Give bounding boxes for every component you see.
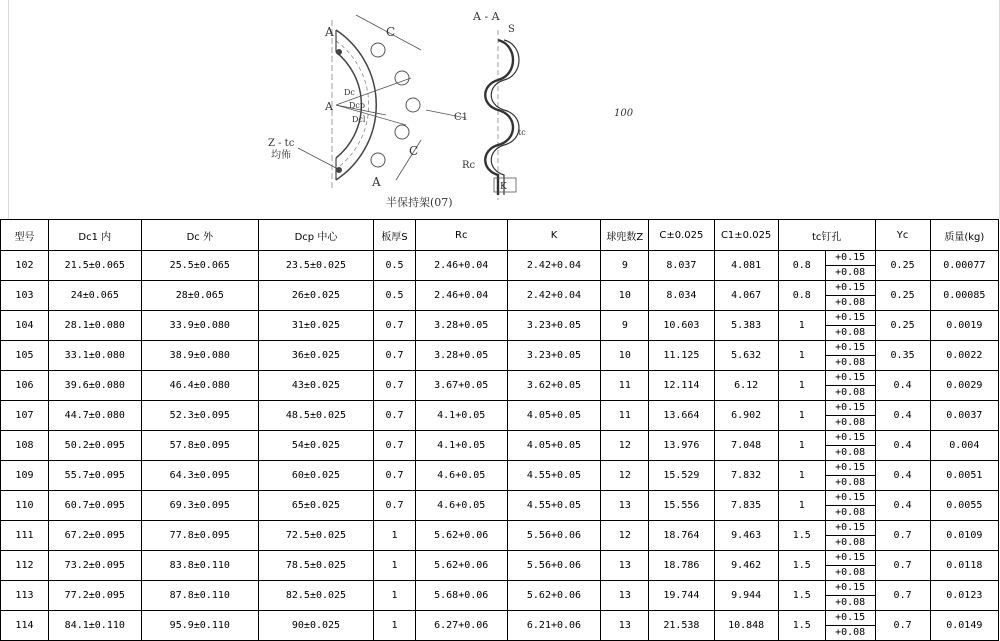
cell-k: 5.56+0.06 <box>507 551 601 581</box>
cell-c: 19.744 <box>649 581 714 611</box>
cell-rc: 5.62+0.06 <box>415 521 507 551</box>
table-row <box>1 401 999 431</box>
cell-c: 12.114 <box>649 371 714 401</box>
cell-rc: 4.1+0.05 <box>415 401 507 431</box>
cell-rc: 3.28+0.05 <box>415 341 507 371</box>
cell-dc: 87.8±0.110 <box>141 581 258 611</box>
cell-mass: 0.0123 <box>930 581 998 611</box>
cell-model: 104 <box>1 311 49 341</box>
cell-c1: 4.081 <box>714 251 778 281</box>
cell-z: 10 <box>601 281 649 311</box>
cell-yc: 0.25 <box>875 251 930 281</box>
cell-c1: 7.048 <box>714 431 778 461</box>
cell-c1: 9.463 <box>714 521 778 551</box>
table-row <box>1 491 999 521</box>
svg-text:Dcl: Dcl <box>352 115 366 124</box>
tc-tolerance-lower: +0.08 <box>835 567 866 578</box>
cell-dc1: 77.2±0.095 <box>48 581 141 611</box>
cell-k: 4.55+0.05 <box>507 461 601 491</box>
tc-tolerance-upper: +0.15 <box>826 521 875 536</box>
tc-value: 1 <box>798 320 805 331</box>
cell-yc: 0.7 <box>875 611 930 641</box>
cell-s: 0.5 <box>374 281 416 311</box>
cell-yc: 0.4 <box>875 491 930 521</box>
cell-c1: 4.067 <box>714 281 778 311</box>
engineering-drawing <box>236 0 656 219</box>
cell-dcp: 82.5±0.025 <box>258 581 373 611</box>
cell-tc <box>778 371 875 401</box>
cell-tc <box>778 491 875 521</box>
svg-text:100: 100 <box>614 108 634 119</box>
tc-value: 1 <box>798 440 805 451</box>
ball-pocket <box>406 98 420 112</box>
cell-k: 6.21+0.06 <box>507 611 601 641</box>
cell-tc <box>778 431 875 461</box>
cell-rc: 3.28+0.05 <box>415 311 507 341</box>
cell-mass: 0.0019 <box>930 311 998 341</box>
cell-c1: 6.12 <box>714 371 778 401</box>
cell-dcp: 36±0.025 <box>258 341 373 371</box>
cell-yc: 0.25 <box>875 311 930 341</box>
cell-dc1: 67.2±0.095 <box>48 521 141 551</box>
col-header-dc: Dc 外 <box>141 220 258 251</box>
svg-text:Dc: Dc <box>344 88 355 97</box>
cell-z: 12 <box>601 461 649 491</box>
cell-s: 1 <box>374 521 416 551</box>
tc-tolerance-upper: +0.15 <box>826 431 875 446</box>
cell-c: 13.976 <box>649 431 714 461</box>
tc-tolerance-upper: +0.15 <box>826 311 875 326</box>
cell-model: 108 <box>1 431 49 461</box>
tc-tolerance-upper: +0.15 <box>826 491 875 506</box>
cell-s: 1 <box>374 581 416 611</box>
cell-k: 5.56+0.06 <box>507 521 601 551</box>
svg-text:半保持架(07): 半保持架(07) <box>386 196 453 209</box>
cell-dc: 95.9±0.110 <box>141 611 258 641</box>
cell-tc <box>778 461 875 491</box>
col-header-rc: Rc <box>415 220 507 251</box>
cell-tc <box>778 581 875 611</box>
spreadsheet-blank-area <box>0 0 1000 219</box>
cell-s: 0.7 <box>374 371 416 401</box>
cell-dc: 57.8±0.095 <box>141 431 258 461</box>
cell-dcp: 54±0.025 <box>258 431 373 461</box>
table-row <box>1 521 999 551</box>
cell-dc: 64.3±0.095 <box>141 461 258 491</box>
cell-mass: 0.00077 <box>930 251 998 281</box>
tc-tolerance-lower: +0.08 <box>835 537 866 548</box>
cell-model: 102 <box>1 251 49 281</box>
svg-text:A: A <box>372 175 381 189</box>
cell-dc1: 33.1±0.080 <box>48 341 141 371</box>
cell-mass: 0.0055 <box>930 491 998 521</box>
cell-rc: 4.1+0.05 <box>415 431 507 461</box>
cell-rc: 3.67+0.05 <box>415 371 507 401</box>
cell-z: 13 <box>601 611 649 641</box>
table-row <box>1 431 999 461</box>
cell-dc1: 55.7±0.095 <box>48 461 141 491</box>
cell-mass: 0.0149 <box>930 611 998 641</box>
cell-k: 3.23+0.05 <box>507 311 601 341</box>
cell-mass: 0.0037 <box>930 401 998 431</box>
cell-c1: 7.832 <box>714 461 778 491</box>
cell-z: 11 <box>601 371 649 401</box>
col-header-model: 型号 <box>1 220 49 251</box>
tc-tolerance-lower: +0.08 <box>835 507 866 518</box>
tc-tolerance-lower: +0.08 <box>835 597 866 608</box>
cell-dc: 69.3±0.095 <box>141 491 258 521</box>
cell-k: 4.05+0.05 <box>507 431 601 461</box>
cell-dc: 46.4±0.080 <box>141 371 258 401</box>
cell-s: 1 <box>374 551 416 581</box>
tc-tolerance-lower: +0.08 <box>835 627 866 638</box>
cell-yc: 0.4 <box>875 371 930 401</box>
cell-yc: 0.7 <box>875 551 930 581</box>
tc-value: 1.5 <box>792 620 811 631</box>
cell-c1: 5.383 <box>714 311 778 341</box>
rivet-hole <box>336 167 342 173</box>
table-row <box>1 461 999 491</box>
tc-tolerance-upper: +0.15 <box>826 461 875 476</box>
cell-model: 109 <box>1 461 49 491</box>
cell-dcp: 31±0.025 <box>258 311 373 341</box>
cell-dc: 52.3±0.095 <box>141 401 258 431</box>
cell-dcp: 90±0.025 <box>258 611 373 641</box>
cell-s: 0.7 <box>374 311 416 341</box>
cell-c1: 7.835 <box>714 491 778 521</box>
tc-tolerance-upper: +0.15 <box>826 611 875 626</box>
cell-c: 10.603 <box>649 311 714 341</box>
cell-k: 4.55+0.05 <box>507 491 601 521</box>
tc-value: 1.5 <box>792 590 811 601</box>
tc-value: 1 <box>798 470 805 481</box>
cell-dcp: 23.5±0.025 <box>258 251 373 281</box>
cell-z: 13 <box>601 491 649 521</box>
cell-yc: 0.4 <box>875 431 930 461</box>
cell-k: 2.42+0.04 <box>507 251 601 281</box>
tc-tolerance-lower: +0.08 <box>835 327 866 338</box>
svg-text:tc: tc <box>518 128 526 137</box>
cell-dc1: 44.7±0.080 <box>48 401 141 431</box>
tc-tolerance-upper: +0.15 <box>826 281 875 296</box>
col-header-pockets: 球兜数Z <box>601 220 649 251</box>
table-row <box>1 251 999 281</box>
table-row <box>1 611 999 641</box>
tc-tolerance-lower: +0.08 <box>835 357 866 368</box>
cell-dc1: 39.6±0.080 <box>48 371 141 401</box>
cell-z: 13 <box>601 581 649 611</box>
cell-k: 5.62+0.06 <box>507 581 601 611</box>
svg-text:C: C <box>409 144 419 158</box>
cell-dc: 38.9±0.080 <box>141 341 258 371</box>
cell-c: 11.125 <box>649 341 714 371</box>
cell-model: 103 <box>1 281 49 311</box>
cell-model: 111 <box>1 521 49 551</box>
tc-tolerance-upper: +0.15 <box>826 251 875 266</box>
ball-pocket <box>395 125 409 139</box>
cell-c: 18.764 <box>649 521 714 551</box>
cell-rc: 5.62+0.06 <box>415 551 507 581</box>
cell-c: 8.037 <box>649 251 714 281</box>
cell-yc: 0.35 <box>875 341 930 371</box>
cage-spec-table <box>0 219 999 641</box>
cell-s: 1 <box>374 611 416 641</box>
cell-dc: 25.5±0.065 <box>141 251 258 281</box>
cell-c1: 9.944 <box>714 581 778 611</box>
col-header-dc1: Dc1 内 <box>48 220 141 251</box>
cell-dc1: 21.5±0.065 <box>48 251 141 281</box>
cell-mass: 0.0029 <box>930 371 998 401</box>
svg-text:C: C <box>386 25 396 39</box>
cell-model: 112 <box>1 551 49 581</box>
cell-dcp: 60±0.025 <box>258 461 373 491</box>
col-header-c1: C1±0.025 <box>714 220 778 251</box>
svg-text:Rc: Rc <box>462 160 476 171</box>
tc-tolerance-upper: +0.15 <box>826 551 875 566</box>
cell-dcp: 43±0.025 <box>258 371 373 401</box>
tc-tolerance-upper: +0.15 <box>826 401 875 416</box>
cell-s: 0.7 <box>374 461 416 491</box>
cell-c: 18.786 <box>649 551 714 581</box>
cell-yc: 0.7 <box>875 521 930 551</box>
cell-mass: 0.00085 <box>930 281 998 311</box>
cell-model: 114 <box>1 611 49 641</box>
cell-mass: 0.004 <box>930 431 998 461</box>
column-gridline <box>8 0 9 219</box>
tc-tolerance-lower: +0.08 <box>835 477 866 488</box>
cell-tc <box>778 551 875 581</box>
cell-dc1: 24±0.065 <box>48 281 141 311</box>
cell-c: 15.529 <box>649 461 714 491</box>
cell-z: 9 <box>601 311 649 341</box>
cell-mass: 0.0051 <box>930 461 998 491</box>
svg-text:K: K <box>500 182 507 192</box>
cell-tc <box>778 401 875 431</box>
col-header-k: K <box>507 220 601 251</box>
cell-c1: 10.848 <box>714 611 778 641</box>
cell-k: 2.42+0.04 <box>507 281 601 311</box>
cell-dc1: 84.1±0.110 <box>48 611 141 641</box>
cell-rc: 6.27+0.06 <box>415 611 507 641</box>
ball-pocket <box>371 153 385 167</box>
col-header-thickness: 板厚S <box>374 220 416 251</box>
svg-text:Dcp: Dcp <box>349 101 366 110</box>
cell-c: 21.538 <box>649 611 714 641</box>
cell-dc: 77.8±0.095 <box>141 521 258 551</box>
cell-dc1: 60.7±0.095 <box>48 491 141 521</box>
cell-c: 8.034 <box>649 281 714 311</box>
cell-dcp: 78.5±0.025 <box>258 551 373 581</box>
tc-tolerance-lower: +0.08 <box>835 417 866 428</box>
cell-model: 110 <box>1 491 49 521</box>
tc-tolerance-lower: +0.08 <box>835 267 866 278</box>
cell-k: 3.23+0.05 <box>507 341 601 371</box>
cell-yc: 0.4 <box>875 461 930 491</box>
tc-tolerance-lower: +0.08 <box>835 447 866 458</box>
tc-tolerance-lower: +0.08 <box>835 297 866 308</box>
cell-tc <box>778 341 875 371</box>
svg-text:A: A <box>325 25 334 39</box>
cell-z: 10 <box>601 341 649 371</box>
tc-tolerance-upper: +0.15 <box>826 371 875 386</box>
col-header-yc: Yc <box>875 220 930 251</box>
cell-rc: 5.68+0.06 <box>415 581 507 611</box>
cell-rc: 2.46+0.04 <box>415 281 507 311</box>
table-row <box>1 341 999 371</box>
cell-c1: 6.902 <box>714 401 778 431</box>
table-row <box>1 551 999 581</box>
cell-dcp: 48.5±0.025 <box>258 401 373 431</box>
cell-s: 0.7 <box>374 341 416 371</box>
svg-text:Z - tc: Z - tc <box>268 138 295 149</box>
cell-tc <box>778 311 875 341</box>
cell-z: 12 <box>601 521 649 551</box>
tc-tolerance-upper: +0.15 <box>826 341 875 356</box>
cell-tc <box>778 611 875 641</box>
cell-s: 0.5 <box>374 251 416 281</box>
table-row <box>1 281 999 311</box>
svg-text:A: A <box>325 100 333 113</box>
cell-z: 9 <box>601 251 649 281</box>
cell-c: 15.556 <box>649 491 714 521</box>
cell-mass: 0.0118 <box>930 551 998 581</box>
section-profile <box>485 40 513 195</box>
cell-c1: 5.632 <box>714 341 778 371</box>
cell-s: 0.7 <box>374 491 416 521</box>
rivet-hole <box>336 49 342 55</box>
cell-s: 0.7 <box>374 431 416 461</box>
tc-value: 1 <box>798 500 805 511</box>
cell-model: 107 <box>1 401 49 431</box>
cell-dcp: 72.5±0.025 <box>258 521 373 551</box>
tc-value: 0.8 <box>792 260 811 271</box>
cell-dc1: 28.1±0.080 <box>48 311 141 341</box>
tc-value: 1 <box>798 410 805 421</box>
cell-dc1: 73.2±0.095 <box>48 551 141 581</box>
cell-z: 13 <box>601 551 649 581</box>
col-header-c: C±0.025 <box>649 220 714 251</box>
col-header-tc: tc钉孔 <box>778 220 875 251</box>
table-row <box>1 371 999 401</box>
cell-model: 105 <box>1 341 49 371</box>
cell-mass: 0.0109 <box>930 521 998 551</box>
col-header-dcp: Dcp 中心 <box>258 220 373 251</box>
cell-dc: 83.8±0.110 <box>141 551 258 581</box>
tc-value: 1.5 <box>792 530 811 541</box>
cell-s: 0.7 <box>374 401 416 431</box>
tc-value: 0.8 <box>792 290 811 301</box>
cell-rc: 4.6+0.05 <box>415 461 507 491</box>
tc-value: 1 <box>798 380 805 391</box>
cell-dcp: 65±0.025 <box>258 491 373 521</box>
cell-mass: 0.0022 <box>930 341 998 371</box>
cell-tc <box>778 281 875 311</box>
tc-value: 1 <box>798 350 805 361</box>
cell-rc: 2.46+0.04 <box>415 251 507 281</box>
cell-dc: 33.9±0.080 <box>141 311 258 341</box>
cell-z: 11 <box>601 401 649 431</box>
cell-c: 13.664 <box>649 401 714 431</box>
cell-model: 106 <box>1 371 49 401</box>
col-header-mass: 质量(kg) <box>930 220 998 251</box>
cell-tc <box>778 251 875 281</box>
cell-dc1: 50.2±0.095 <box>48 431 141 461</box>
table-header-row <box>1 220 999 251</box>
cell-k: 3.62+0.05 <box>507 371 601 401</box>
ball-pocket <box>371 43 385 57</box>
cell-yc: 0.7 <box>875 581 930 611</box>
cell-model: 113 <box>1 581 49 611</box>
cell-rc: 4.6+0.05 <box>415 491 507 521</box>
table-row <box>1 581 999 611</box>
cell-dc: 28±0.065 <box>141 281 258 311</box>
tc-tolerance-upper: +0.15 <box>826 581 875 596</box>
cell-dcp: 26±0.025 <box>258 281 373 311</box>
cell-z: 12 <box>601 431 649 461</box>
cell-yc: 0.4 <box>875 401 930 431</box>
tc-tolerance-lower: +0.08 <box>835 387 866 398</box>
svg-text:C1: C1 <box>454 112 469 123</box>
svg-text:S: S <box>508 24 515 35</box>
svg-text:均佈: 均佈 <box>271 150 291 161</box>
svg-text:A - A: A - A <box>473 10 500 23</box>
cell-c1: 9.462 <box>714 551 778 581</box>
cell-yc: 0.25 <box>875 281 930 311</box>
table-row <box>1 311 999 341</box>
cell-tc <box>778 521 875 551</box>
cell-k: 4.05+0.05 <box>507 401 601 431</box>
tc-value: 1.5 <box>792 560 811 571</box>
